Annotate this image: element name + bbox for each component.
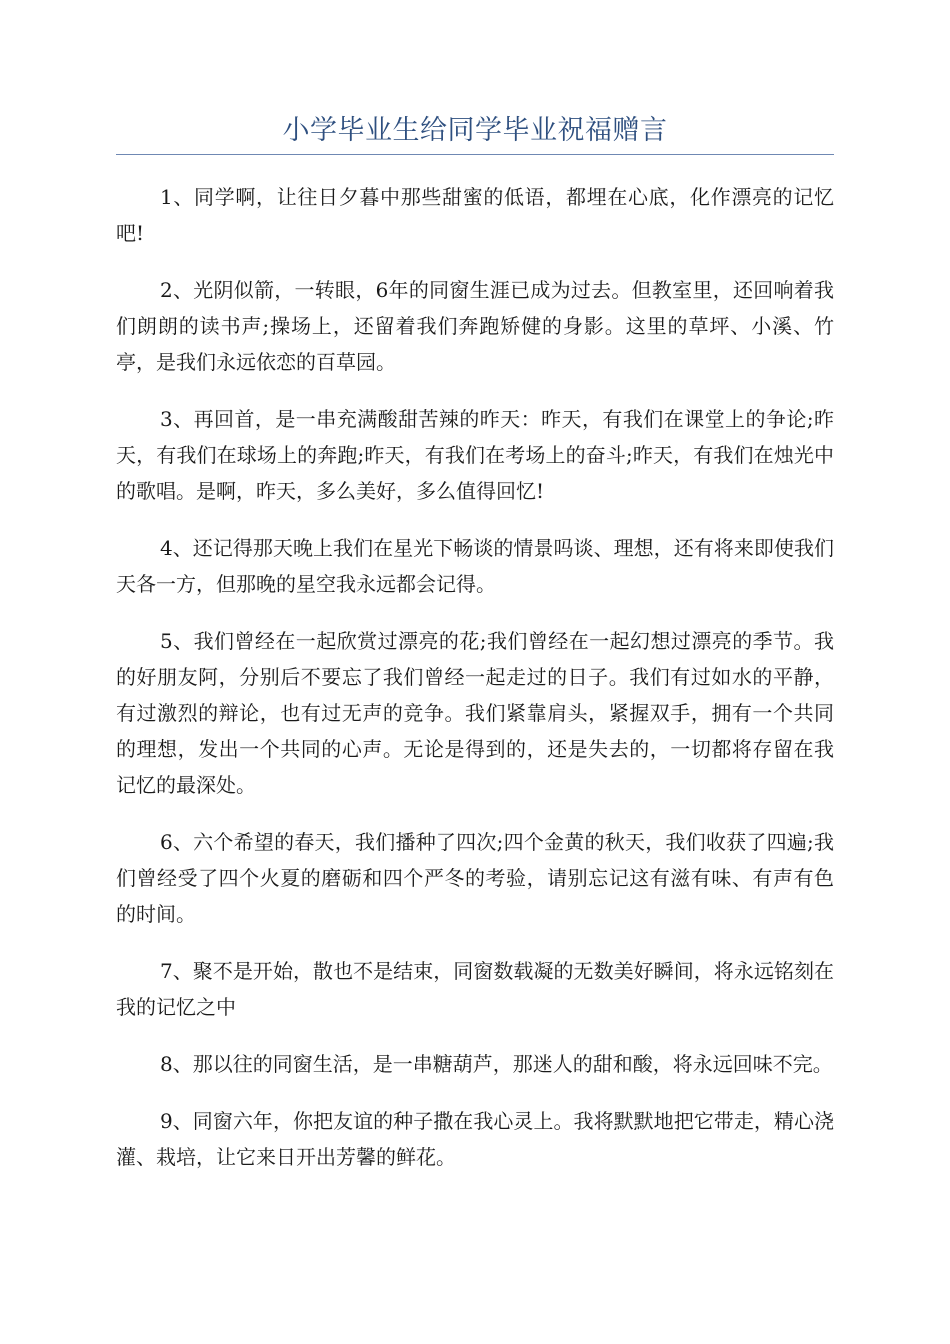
document-body	[116, 179, 834, 1175]
paragraph-4: 4、还记得那天晚上我们在星光下畅谈的情景吗谈、理想，还有将来即使我们天各一方，但那晚的星空我永远都会记得。	[116, 536, 834, 596]
paragraph-6: 6、六个希望的春天，我们播种了四次;四个金黄的秋天，我们收获了四遍;我们曾经受了四个火夏的磨砺和四个严冬的考验，请别忘记这有滋有味、有声有色的时间。	[116, 830, 834, 926]
paragraph-2: 2、光阴似箭，一转眼，6年的同窗生涯已成为过去。但教室里，还回响着我们朗朗的读书声;操场上，还留着我们奔跑矫健的身影。这里的草坪、小溪、竹亭，是我们永远依恋的百草园。	[116, 278, 834, 374]
paragraph-8: 8、那以往的同窗生活，是一串糖葫芦，那迷人的甜和酸，将永远回味不完。	[160, 1052, 833, 1076]
paragraph-5: 5、我们曾经在一起欣赏过漂亮的花;我们曾经在一起幻想过漂亮的季节。我的好朋友阿，分别后不要忘了我们曾经一起走过的日子。我们有过如水的平静，有过激烈的辩论，也有过无声的竞争。我们紧靠肩头，紧握双手，拥有一个共同的理想，发出一个共同的心声。无论是得到的，还是失去的，一切都将存留在我记忆的最深处。	[116, 629, 834, 797]
paragraph-7: 7、聚不是开始，散也不是结束，同窗数载凝的无数美好瞬间，将永远铭刻在我的记忆之中	[116, 959, 834, 1019]
paragraph-3: 3、再回首，是一串充满酸甜苦辣的昨天：昨天，有我们在课堂上的争论;昨天，有我们在球场上的奔跑;昨天，有我们在考场上的奋斗;昨天，有我们在烛光中的歌唱。是啊，昨天，多么美好，多么值得回忆!	[116, 407, 834, 503]
paragraph-1: 1、同学啊，让往日夕暮中那些甜蜜的低语，都埋在心底，化作漂亮的记忆吧!	[116, 185, 834, 245]
title-underline	[116, 154, 834, 155]
document-page	[116, 0, 834, 1196]
paragraph-9: 9、同窗六年，你把友谊的种子撒在我心灵上。我将默默地把它带走，精心浇灌、栽培，让它来日开出芳馨的鲜花。	[116, 1109, 834, 1169]
page-title: 小学毕业生给同学毕业祝福赠言	[282, 115, 668, 146]
